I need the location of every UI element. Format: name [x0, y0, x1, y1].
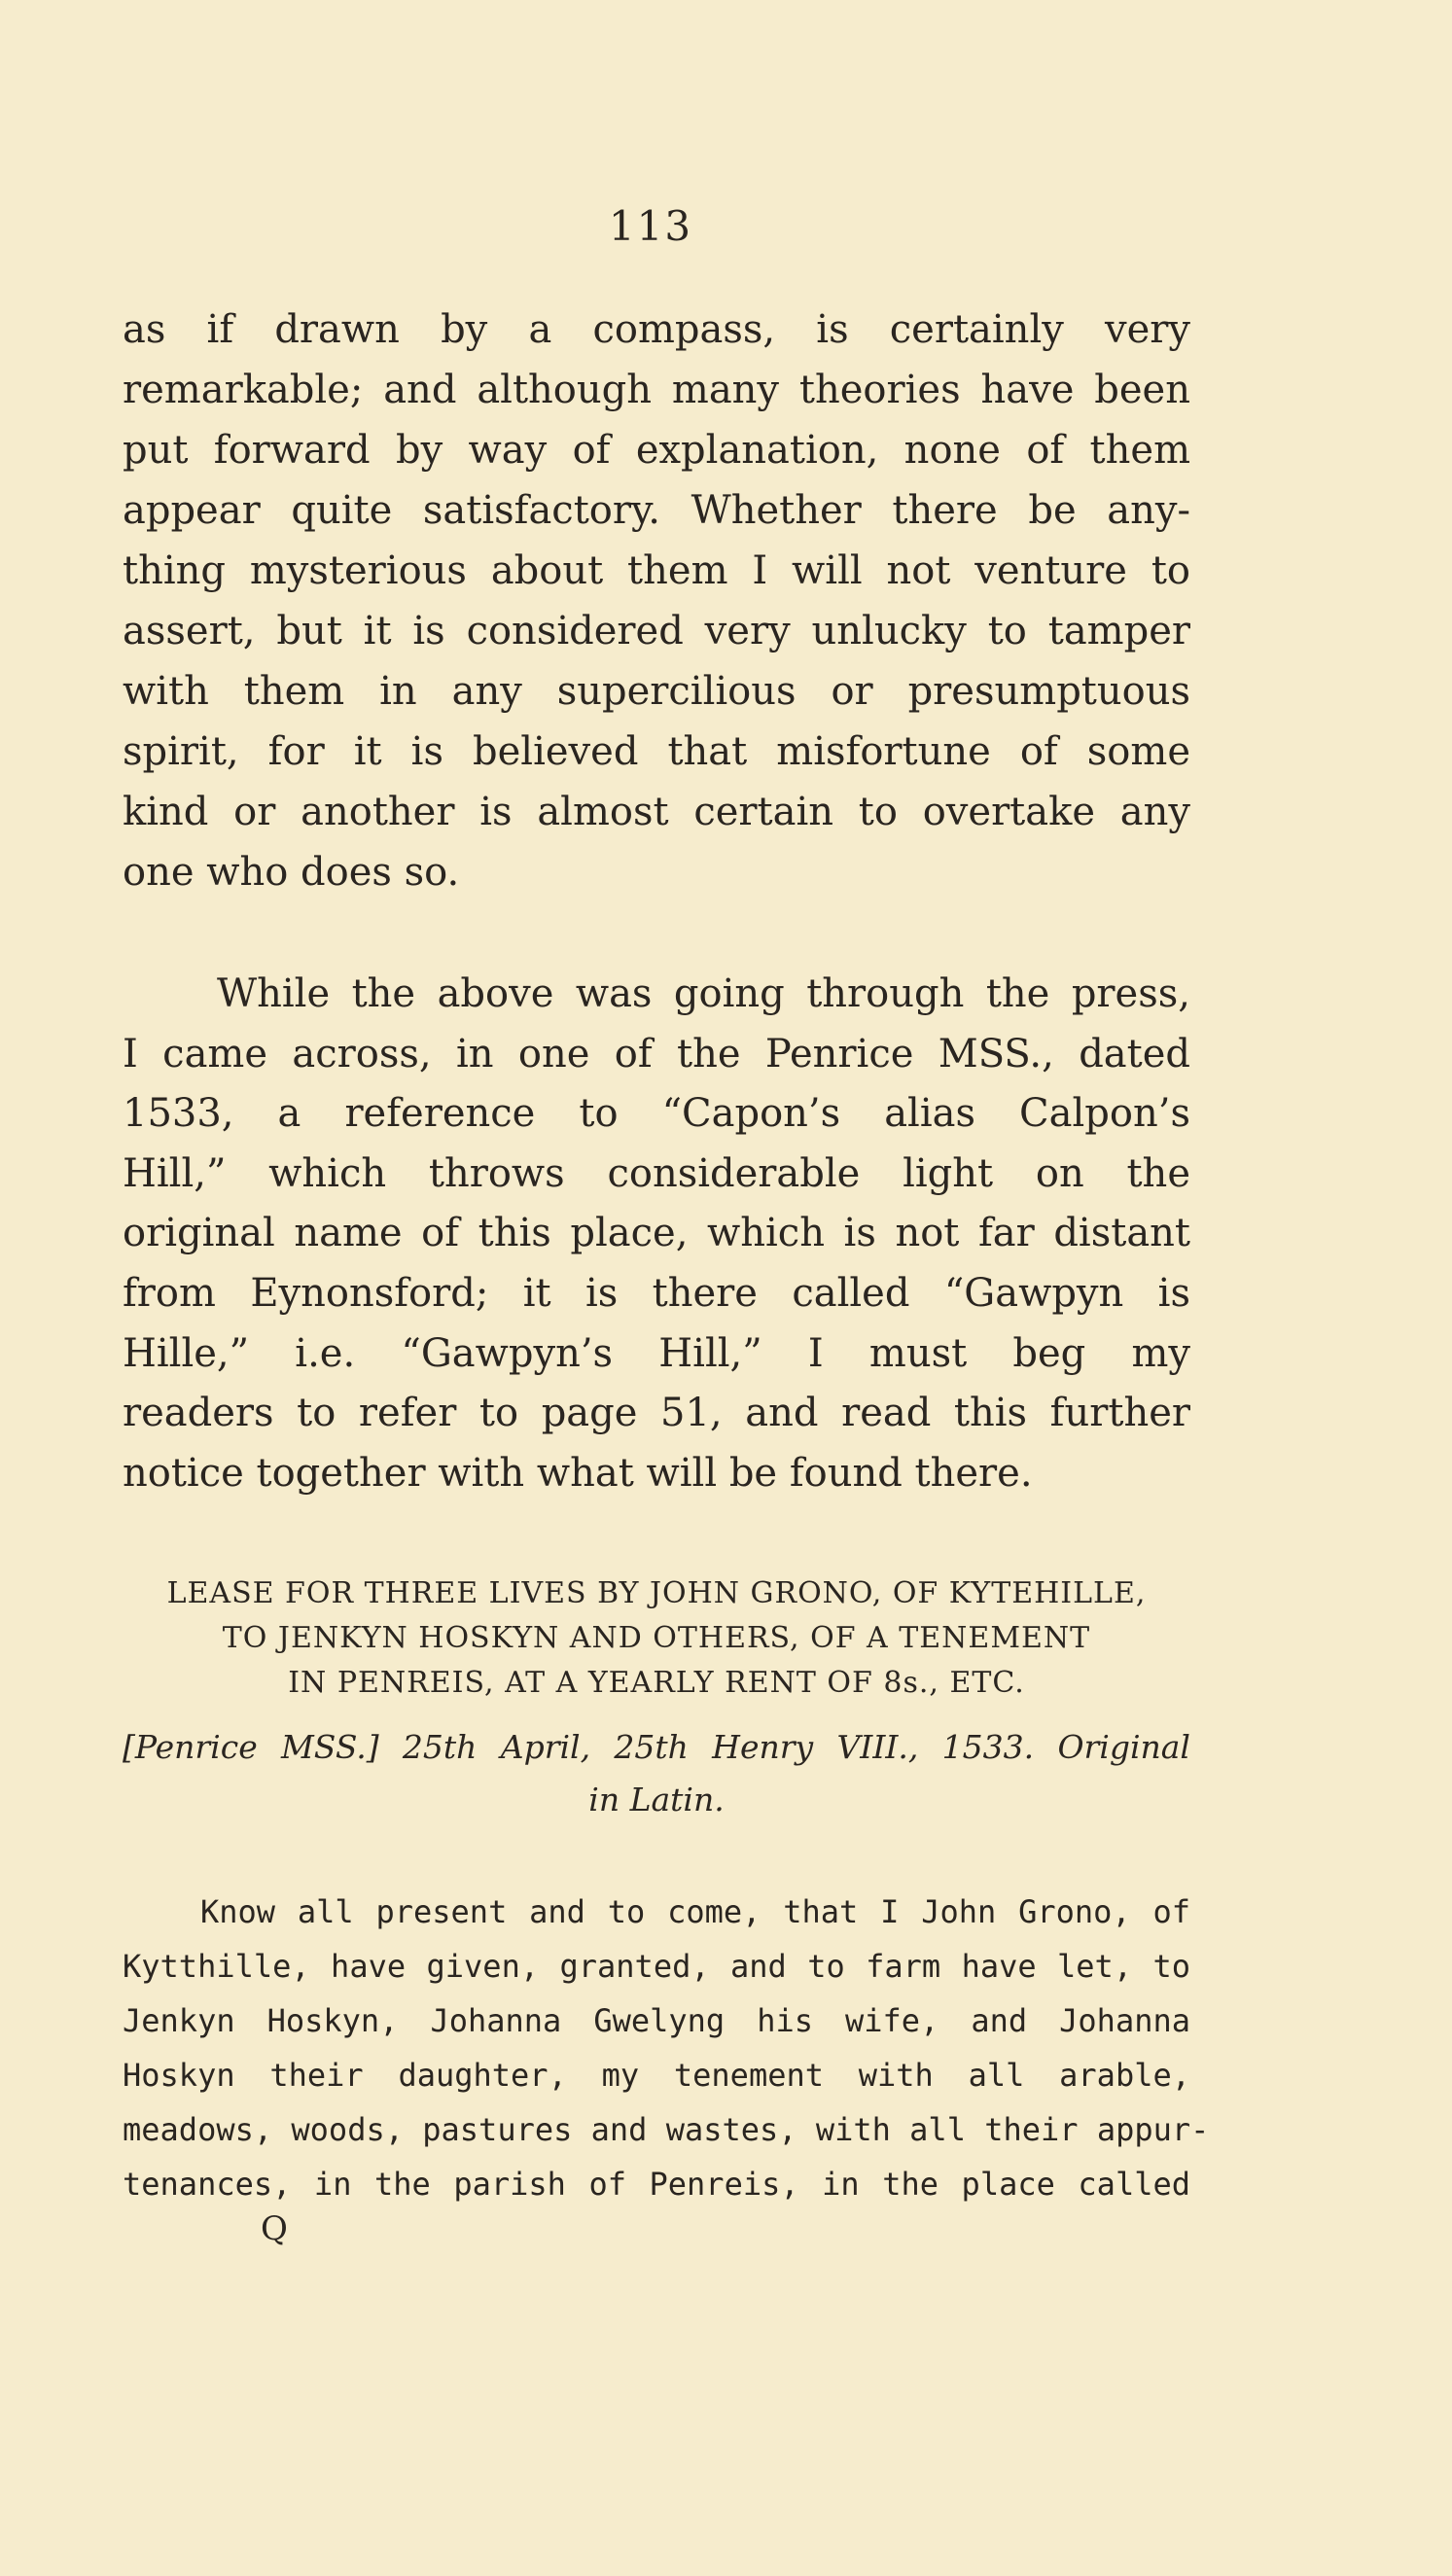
- deed-line: meadows, woods, pastures and wastes, with all their appur-: [123, 2111, 1210, 2148]
- text-line: one who does so.: [123, 850, 460, 895]
- deed-line: Kytthille, have given, granted, and to farm have let, to: [123, 1948, 1190, 1985]
- text-line: assert, but it is considered very unlucky to tamper: [123, 609, 1190, 653]
- page-number: 113: [608, 202, 693, 250]
- text-line: put forward by way of explanation, none of them: [123, 428, 1190, 473]
- heading-line: TO JENKYN HOSKYN AND OTHERS, OF A TENEMENT: [222, 1621, 1091, 1655]
- text-line: Hill,” which throws considerable light on the: [123, 1150, 1190, 1196]
- deed-text: [123, 1885, 1210, 2211]
- text-line: I came across, in one of the Penrice MSS., dated: [123, 1031, 1190, 1076]
- text-line: from Eynonsford; it is there called “Gawpyn is: [123, 1270, 1190, 1316]
- deed-line: tenances, in the parish of Penreis, in the place called: [123, 2166, 1190, 2203]
- source-line: in Latin.: [588, 1781, 725, 1818]
- text-line: notice together with what will be found there.: [123, 1450, 1033, 1496]
- deed-line: Hoskyn their daughter, my tenement with all arable,: [123, 2057, 1190, 2094]
- text-line: appear quite satisfactory. Whether there be any-: [123, 488, 1190, 533]
- signature-mark: Q: [261, 2209, 288, 2248]
- deed-line: Know all present and to come, that I John Grono, of: [200, 1893, 1190, 1930]
- text-line: as if drawn by a compass, is certainly very: [123, 307, 1190, 352]
- text-line: While the above was going through the press,: [217, 971, 1190, 1016]
- paragraph-penrice-note: [123, 965, 1190, 1503]
- text-line: 1533, a reference to “Capon’s alias Calpon’s: [123, 1091, 1190, 1137]
- heading-line: LEASE FOR THREE LIVES BY JOHN GRONO, OF KYTEHILLE,: [166, 1576, 1147, 1610]
- text-line: original name of this place, which is not far distant: [123, 1211, 1190, 1256]
- lease-heading: [123, 1571, 1190, 1706]
- heading-line: IN PENREIS, AT A YEARLY RENT OF 8s., ETC.: [288, 1666, 1025, 1700]
- text-line: kind or another is almost certain to overtake any: [123, 790, 1190, 834]
- text-line: readers to refer to page 51, and read this further: [123, 1391, 1190, 1436]
- text-line: with them in any supercilious or presumptuous: [123, 669, 1190, 714]
- text-line: spirit, for it is believed that misfortune of some: [123, 729, 1190, 774]
- paragraph-compass-circles: [123, 300, 1190, 902]
- text-line: Hille,” i.e. “Gawpyn’s Hill,” I must beg my: [123, 1330, 1190, 1376]
- deed-line: Jenkyn Hoskyn, Johanna Gwelyng his wife, and Johanna: [123, 2002, 1190, 2039]
- source-line: [Penrice MSS.] 25th April, 25th Henry VIII., 1533. Original: [123, 1728, 1190, 1766]
- text-line: thing mysterious about them I will not venture to: [123, 548, 1190, 593]
- source-note: [123, 1721, 1190, 1826]
- text-line: remarkable; and although many theories have been: [123, 368, 1190, 412]
